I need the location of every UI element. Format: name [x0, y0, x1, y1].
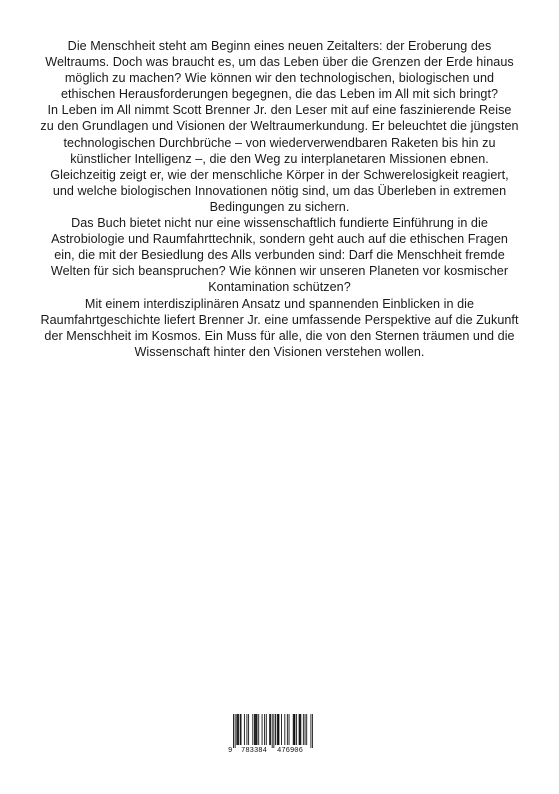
barcode-bar: [252, 714, 253, 745]
barcode-bar: [257, 714, 258, 745]
barcode-bar: [235, 714, 236, 748]
barcode-bar: [287, 714, 288, 745]
barcode-bar: [300, 714, 301, 745]
barcode-bar: [236, 714, 237, 745]
barcode-digit-first: 9: [228, 747, 233, 755]
barcode-bar: [278, 714, 279, 745]
barcode-bar: [278, 714, 279, 745]
barcode-bar: [305, 714, 306, 745]
barcode-bar: [233, 714, 234, 748]
blurb-paragraph-4: Mit einem interdisziplinären Ansatz und spannenden Einblicken in die Raumfahrtgeschichte liefert Brenner Jr. eine umfassende Perspektive auf die Zukunft der Menschheit im Kosmos. Ein Muss für alle, die von den Sternen träumen und die Wissenschaft hinter den Visionen verstehen wollen.: [40, 296, 519, 359]
barcode-bar: [258, 714, 259, 745]
isbn-barcode: [227, 711, 319, 761]
barcode-bar: [294, 714, 295, 745]
barcode-bar: [244, 714, 245, 745]
barcode-bar: [300, 714, 301, 745]
barcode-bar: [237, 714, 238, 745]
barcode-bar: [272, 714, 273, 748]
blurb-paragraph-1: Die Menschheit steht am Beginn eines neuen Zeitalters: der Eroberung des Weltraums. Doch was braucht es, um das Leben über die Grenzen der Erde hinaus möglich zu machen? Wie können wir den technologischen, biologischen und ethischen Herausforderungen begegnen, die das Leben im All mit sich bringt?: [45, 39, 514, 102]
barcode-bar: [254, 714, 255, 745]
barcode-bar: [241, 714, 242, 745]
back-cover-blurb: [40, 38, 519, 360]
barcode-bar: [270, 714, 271, 745]
barcode-digit-group-1: 783384: [241, 747, 267, 755]
blurb-paragraph-3: Das Buch bietet nicht nur eine wissenschaftlich fundierte Einführung in die Astrobiologie und Raumfahrttechnik, sondern geht auch auf die ethischen Fragen ein, die mit der Besiedlung des Alls verbunden sind: Darf die Menschheit fremde Welten für sich beanspruchen? Wie können wir unseren Planeten vor kosmischer Kontamination schützen?: [50, 216, 509, 295]
barcode-bar: [256, 714, 257, 745]
barcode-bar: [240, 714, 241, 745]
barcode-bar: [293, 714, 294, 745]
barcode-bar: [248, 714, 249, 745]
barcode-bar: [312, 714, 313, 748]
barcode-bar: [303, 714, 304, 745]
barcode-bar: [246, 714, 247, 745]
barcode-bar: [296, 714, 297, 745]
barcode-bar: [299, 714, 300, 745]
barcode-bars: [233, 714, 313, 748]
barcode-bar: [275, 714, 276, 745]
barcode-bar: [294, 714, 295, 745]
barcode-bar: [284, 714, 285, 745]
barcode-bar: [277, 714, 278, 745]
barcode-bar: [238, 714, 239, 745]
barcode-bar: [255, 714, 256, 745]
barcode-bar: [273, 714, 274, 748]
barcode-bar: [269, 714, 270, 745]
barcode-bar: [281, 714, 282, 745]
barcode-bar: [310, 714, 311, 748]
barcode-bar: [289, 714, 290, 745]
blurb-paragraph-2: In Leben im All nimmt Scott Brenner Jr. den Leser mit auf eine faszinierende Reise zu den Grundlagen und Visionen der Weltraumerkundung. Er beleuchtet die jüngsten technologischen Durchbrüche – von wiederverwendbaren Raketen bis hin zu künstlicher Intelligenz –, die den Weg zu interplanetaren Missionen ebnen. Gleichzeitig zeigt er, wie der menschliche Körper in der Schwerelosigkeit reagiert, und welche biologischen Innovationen nötig sind, um das Überleben in extremen Bedingungen zu sichern.: [40, 103, 519, 214]
barcode-bar: [264, 714, 265, 745]
barcode-bar: [266, 714, 267, 745]
barcode-bar: [306, 714, 307, 745]
barcode-digit-group-2: 476906: [277, 747, 303, 755]
barcode-bar: [262, 714, 263, 745]
